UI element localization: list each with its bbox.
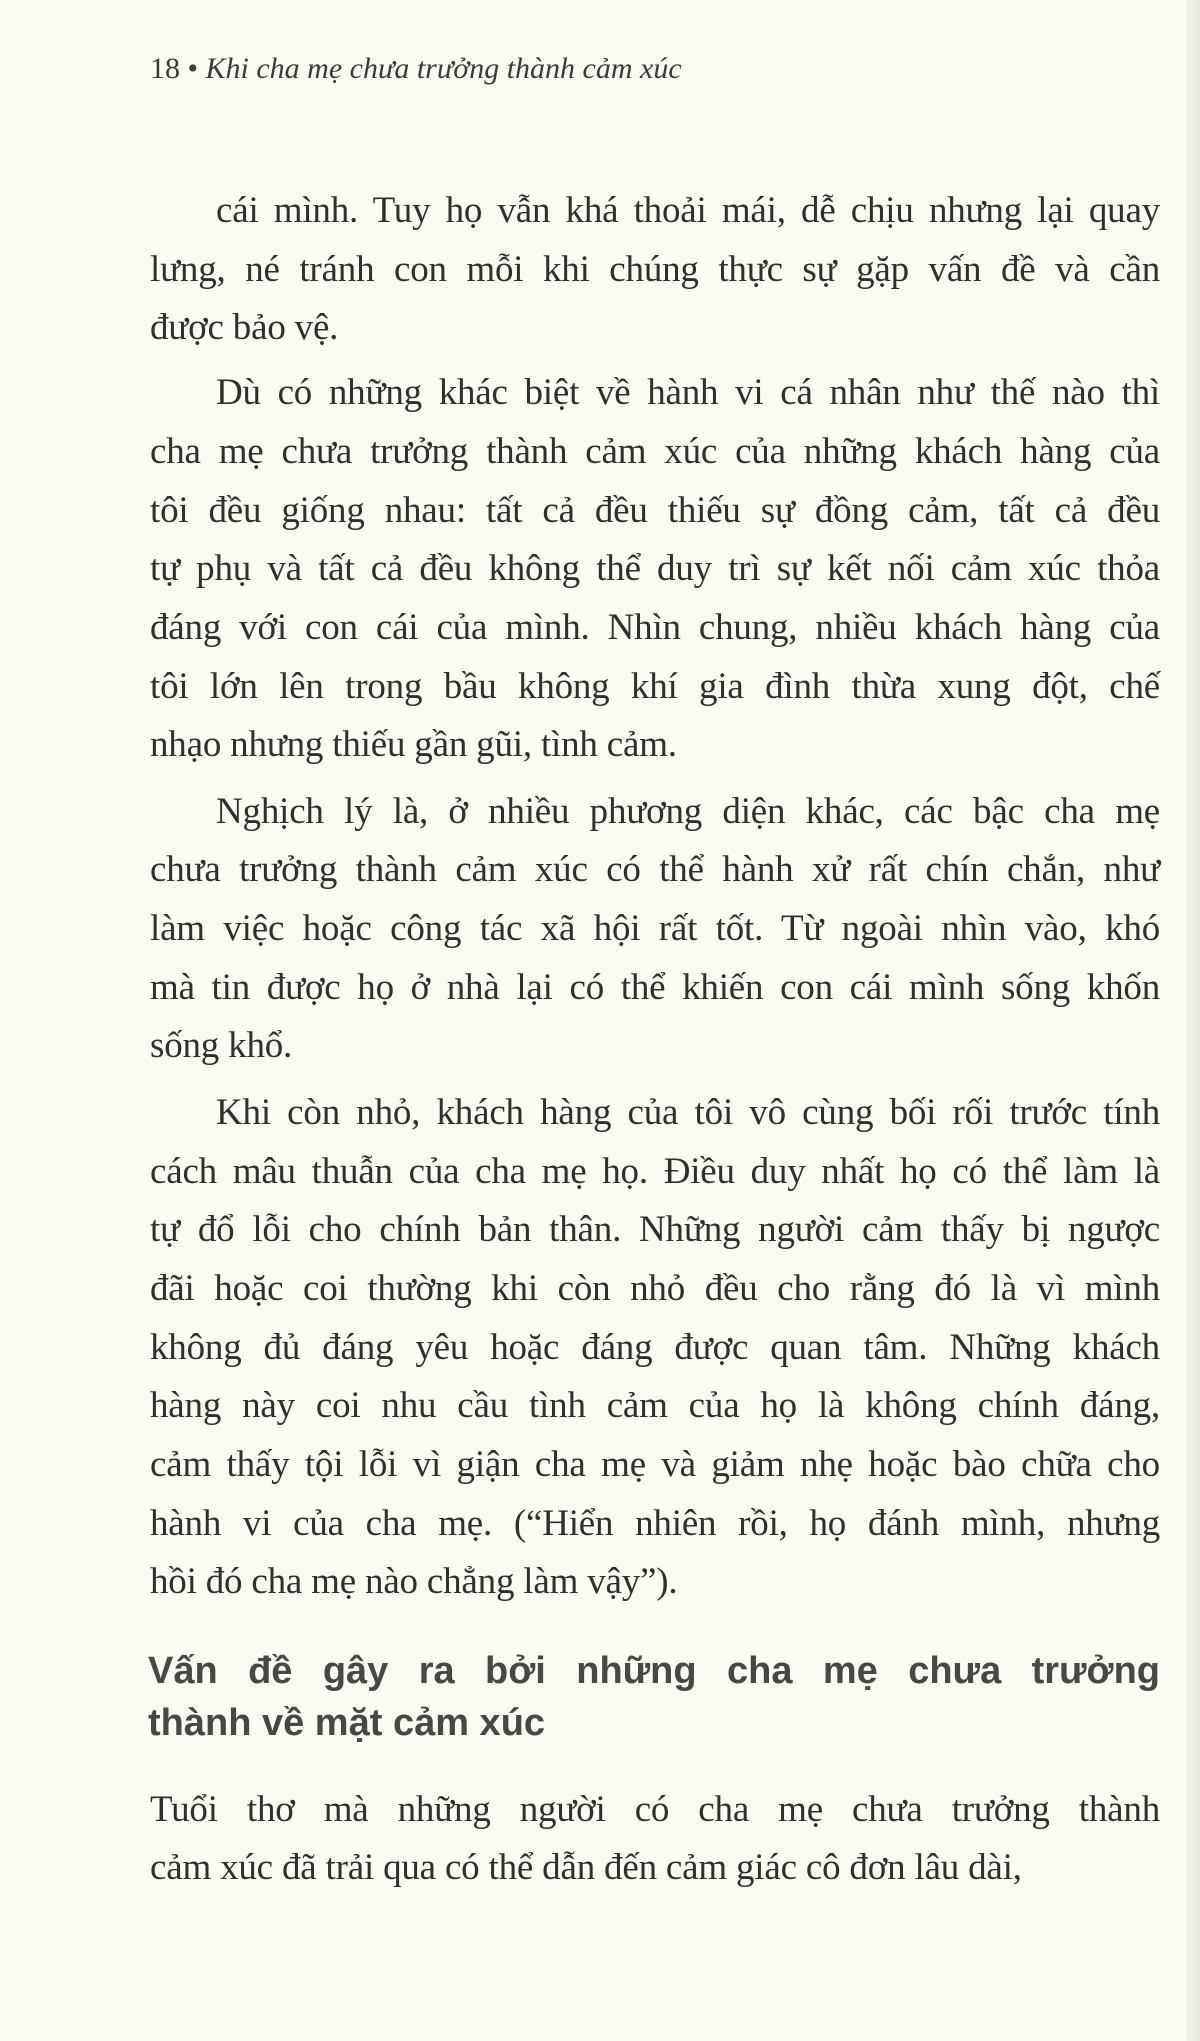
paragraph-1-line: cái mình. Tuy họ vẫn khá thoải mái, dễ chịu nhưng lại quay [216, 190, 1160, 231]
paragraph-4-line: hồi đó cha mẹ nào chẳng làm vậy”). [150, 1561, 678, 1602]
paragraph-2-line: tôi đều giống nhau: tất cả đều thiếu sự đồng cảm, tất cả đều [150, 490, 1160, 531]
running-header [150, 52, 682, 86]
paragraph-4-line: Khi còn nhỏ, khách hàng của tôi vô cùng bối rối trước tính [216, 1092, 1160, 1133]
paragraph-2-line: tự phụ và tất cả đều không thể duy trì sự kết nối cảm xúc thỏa [150, 548, 1160, 589]
paragraph-2-line: đáng với con cái của mình. Nhìn chung, nhiều khách hàng của [150, 607, 1160, 648]
paragraph-1-line: lưng, né tránh con mỗi khi chúng thực sự gặp vấn đề và cần [150, 249, 1160, 290]
paragraph-1-line: được bảo vệ. [150, 307, 339, 348]
paragraph-2-line: nhạo nhưng thiếu gần gũi, tình cảm. [150, 724, 677, 765]
page-edge-shadow [1186, 0, 1200, 2041]
book-title: Khi cha mẹ chưa trưởng thành cảm xúc [205, 52, 682, 85]
paragraph-2-line: Dù có những khác biệt về hành vi cá nhân như thế nào thì [216, 372, 1160, 413]
section-heading-line: thành về mặt cảm xúc [148, 1702, 546, 1744]
paragraph-4-line: hàng này coi nhu cầu tình cảm của họ là không chính đáng, [150, 1385, 1160, 1426]
paragraph-4-line: cách mâu thuẫn của cha mẹ họ. Điều duy nhất họ có thể làm là [150, 1151, 1160, 1192]
paragraph-3-line: mà tin được họ ở nhà lại có thể khiến con cái mình sống khốn [150, 967, 1160, 1008]
paragraph-4-line: cảm thấy tội lỗi vì giận cha mẹ và giảm nhẹ hoặc bào chữa cho [150, 1444, 1160, 1485]
page-number: 18 [150, 52, 180, 85]
paragraph-4-line: tự đổ lỗi cho chính bản thân. Những người cảm thấy bị ngược [150, 1209, 1160, 1250]
paragraph-4-line: hành vi của cha mẹ. (“Hiển nhiên rồi, họ đánh mình, nhưng [150, 1503, 1160, 1544]
paragraph-4-line: không đủ đáng yêu hoặc đáng được quan tâm. Những khách [150, 1327, 1160, 1368]
section-heading-line: Vấn đề gây ra bởi những cha mẹ chưa trưởng [148, 1650, 1160, 1692]
header-separator: • [187, 52, 199, 85]
paragraph-4-line: đãi hoặc coi thường khi còn nhỏ đều cho rằng đó là vì mình [150, 1268, 1160, 1309]
final-paragraph-line: Tuổi thơ mà những người có cha mẹ chưa trưởng thành [150, 1789, 1160, 1830]
paragraph-3-line: làm việc hoặc công tác xã hội rất tốt. Từ ngoài nhìn vào, khó [150, 908, 1160, 949]
paragraph-3-line: Nghịch lý là, ở nhiều phương diện khác, các bậc cha mẹ [216, 791, 1160, 832]
paragraph-3-line: chưa trưởng thành cảm xúc có thể hành xử rất chín chắn, như [150, 849, 1160, 890]
paragraph-3-line: sống khổ. [150, 1025, 293, 1066]
paragraph-2-line: tôi lớn lên trong bầu không khí gia đình thừa xung đột, chế [150, 666, 1160, 707]
paragraph-2-line: cha mẹ chưa trưởng thành cảm xúc của những khách hàng của [150, 431, 1160, 472]
final-paragraph-line: cảm xúc đã trải qua có thể dẫn đến cảm giác cô đơn lâu dài, [150, 1847, 1022, 1888]
